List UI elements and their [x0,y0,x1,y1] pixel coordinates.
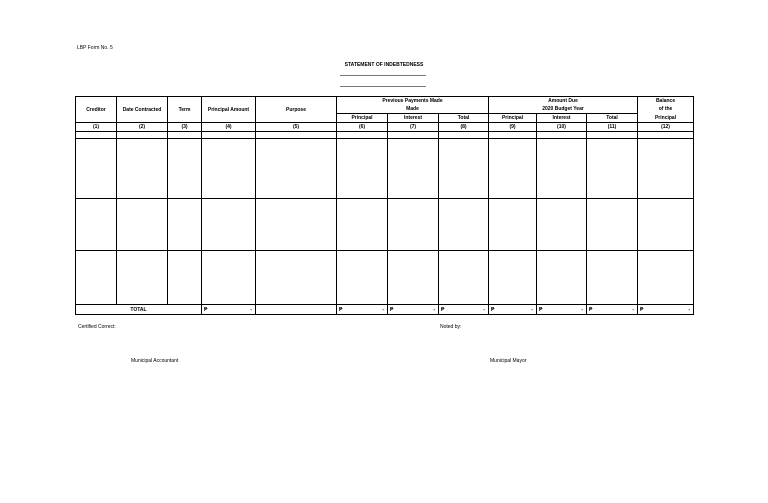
title-underline-2 [340,86,426,87]
table-cell[interactable] [202,199,256,251]
column-number: (4) [202,123,256,132]
column-number: (1) [76,123,117,132]
header-amount-due: Amount Due [489,97,638,106]
title-underline-1 [340,75,426,76]
header-date-contracted: Date Contracted [117,97,168,123]
header-prev-interest: Interest [388,114,439,123]
peso-sign: ₱ [640,306,644,313]
table-cell[interactable] [202,251,256,305]
table-cell[interactable] [256,251,337,305]
table-cell[interactable] [76,251,117,305]
header-prev-principal: Principal [337,114,388,123]
header-principal-amount: Principal Amount [202,97,256,123]
total-value: - [382,306,384,313]
table-cell[interactable] [587,251,638,305]
table-cell[interactable] [638,199,694,251]
column-number: (3) [168,123,202,132]
column-number: (8) [439,123,489,132]
table-cell[interactable] [117,199,168,251]
total-due-interest [537,305,587,315]
table-cell[interactable] [489,251,537,305]
header-budget-year: 2020 Budget Year [489,105,638,114]
total-row [76,305,694,315]
table-cell[interactable] [168,132,202,139]
header-due-total: Total [587,114,638,123]
table-cell[interactable] [337,251,388,305]
table-cell[interactable] [202,139,256,199]
header-balance-2: of the [638,105,694,114]
header-purpose: Purpose [256,97,337,123]
peso-sign: ₱ [539,306,543,313]
column-number: (5) [256,123,337,132]
total-due-total [587,305,638,315]
total-value: - [250,306,252,313]
header-balance-1: Balance [638,97,694,106]
table-cell[interactable] [388,251,439,305]
table-cell[interactable] [256,199,337,251]
table-row [76,132,694,139]
table-cell[interactable] [638,139,694,199]
column-number: (2) [117,123,168,132]
total-purpose [256,305,337,315]
table-cell[interactable] [337,132,388,139]
table-cell[interactable] [439,139,489,199]
table-cell[interactable] [489,132,537,139]
header-creditor: Creditor [76,97,117,123]
column-number-row [76,123,694,132]
table-cell[interactable] [117,132,168,139]
table-cell[interactable] [638,132,694,139]
document-title: STATEMENT OF INDEBTEDNESS [344,62,424,68]
municipal-accountant-label: Municipal Accountant [131,358,179,364]
table-cell[interactable] [117,251,168,305]
table-cell[interactable] [76,139,117,199]
table-cell[interactable] [337,199,388,251]
noted-by-label: Noted by: [440,324,462,330]
header-balance-3: Principal [638,114,694,123]
table-cell[interactable] [202,132,256,139]
total-value: - [483,306,485,313]
peso-sign: ₱ [339,306,343,313]
table-cell[interactable] [256,139,337,199]
column-number: (6) [337,123,388,132]
table-cell[interactable] [256,132,337,139]
peso-sign: ₱ [390,306,394,313]
header-term: Term [168,97,202,123]
indebtedness-table [75,96,694,315]
table-cell[interactable] [537,132,587,139]
column-number: (7) [388,123,439,132]
table-cell[interactable] [117,139,168,199]
table-cell[interactable] [489,199,537,251]
peso-sign: ₱ [589,306,593,313]
peso-sign: ₱ [491,306,495,313]
total-prev-interest [388,305,439,315]
header-due-principal: Principal [489,114,537,123]
total-principal-amount [202,305,256,315]
header-previous-payments: Previous Payments Made [337,97,489,106]
table-cell[interactable] [489,139,537,199]
table-cell[interactable] [537,251,587,305]
total-prev-total [439,305,489,315]
form-number: LBP Form No. 5 [77,45,113,51]
total-prev-principal [337,305,388,315]
total-value: - [531,306,533,313]
table-cell[interactable] [587,132,638,139]
total-due-principal [489,305,537,315]
table-row [76,139,694,199]
table-cell[interactable] [388,199,439,251]
peso-sign: ₱ [204,306,208,313]
certified-correct-label: Certified Correct: [78,324,116,330]
header-row-1 [76,97,694,106]
table-cell[interactable] [388,139,439,199]
table-row [76,199,694,251]
total-value: - [688,306,691,313]
table-cell[interactable] [388,132,439,139]
table-cell[interactable] [537,139,587,199]
column-number: (9) [489,123,537,132]
column-number: (11) [587,123,638,132]
total-label: TOTAL [76,305,202,315]
table-cell[interactable] [168,251,202,305]
table-row [76,251,694,305]
header-prev-total: Total [439,114,489,123]
table-cell[interactable] [76,199,117,251]
total-balance [638,305,694,315]
total-value: - [433,306,435,313]
table-cell[interactable] [168,199,202,251]
table-cell[interactable] [439,132,489,139]
table-cell[interactable] [168,139,202,199]
table-cell[interactable] [537,199,587,251]
table-cell[interactable] [638,251,694,305]
table-cell[interactable] [337,139,388,199]
table-cell[interactable] [587,199,638,251]
column-number: (12) [638,123,694,132]
header-previous-payments-made: Made [337,105,489,114]
total-value: - [581,306,583,313]
header-due-interest: Interest [537,114,587,123]
table-cell[interactable] [439,251,489,305]
table-cell[interactable] [587,139,638,199]
table-cell[interactable] [439,199,489,251]
peso-sign: ₱ [441,306,445,313]
total-value: - [632,306,635,313]
table-cell[interactable] [76,132,117,139]
column-number: (10) [537,123,587,132]
municipal-mayor-label: Municipal Mayor [490,358,527,364]
